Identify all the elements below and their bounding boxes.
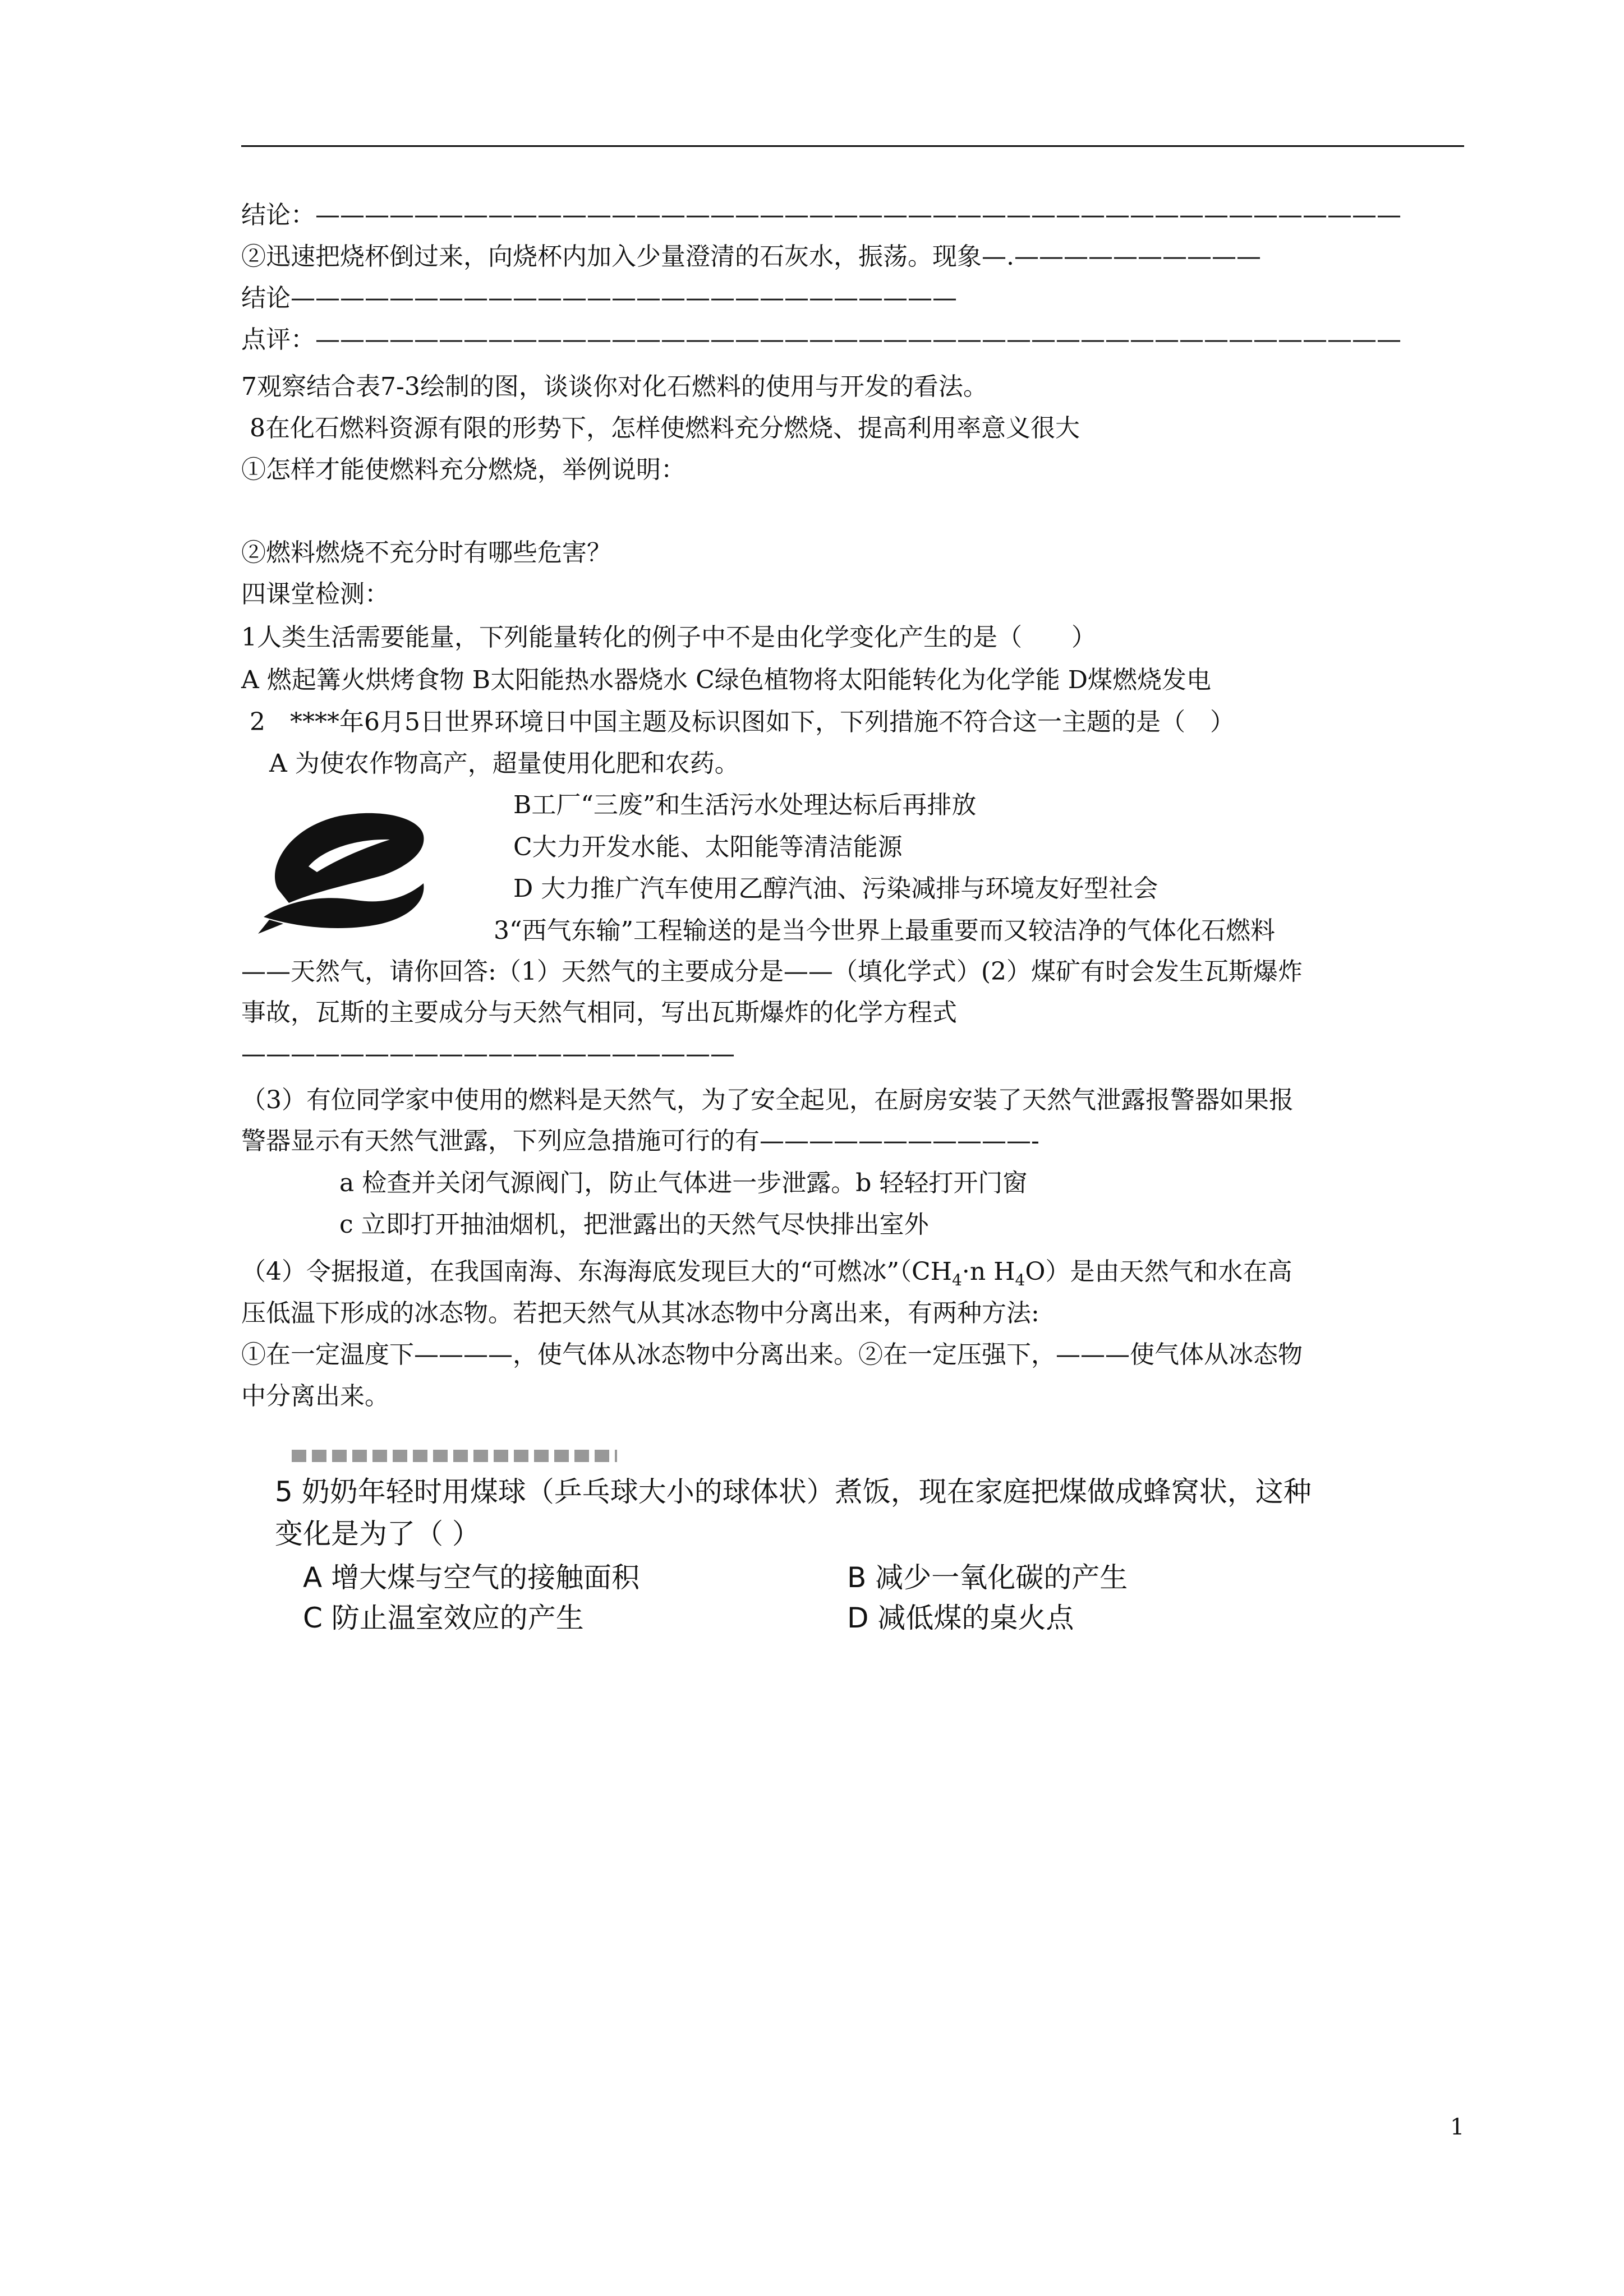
- test-question-3-choice-c: c 立即打开抽油烟机，把泄露出的天然气尽快排出室外: [339, 1210, 929, 1239]
- test-question-3-part-4: [241, 1255, 1292, 1297]
- test-question-1-options: A 燃起篝火烘烤食物 B太阳能热水器烧水 C绿色植物将太阳能转化为化学能 D煤燃烧发电: [241, 666, 1211, 694]
- test-question-5-option-c: C 防止温室效应的产生: [303, 1602, 584, 1634]
- test-question-2-option-c: C大力开发水能、太阳能等清洁能源: [513, 833, 903, 861]
- header-rule: [241, 145, 1464, 147]
- test-question-1: 1人类生活需要能量，下列能量转化的例子中不是由化学变化产生的是（ ）: [241, 623, 1096, 652]
- question-8: 8在化石燃料资源有限的形势下，怎样使燃料充分燃烧、提高利用率意义很大: [250, 414, 1080, 442]
- test-question-3-part-4-line-3: ①在一定温度下————，使气体从冰态物中分离出来。②在一定压强下，———使气体从冰态物: [241, 1340, 1303, 1369]
- test-question-3-part-4-line-2: 压低温下形成的冰态物。若把天然气从其冰态物中分离出来，有两种方法:: [241, 1299, 1039, 1327]
- conclusion-line-1: 结论：————————————————————————————————————————————: [241, 201, 1401, 229]
- part-4-text-c: O）是由天然气和水在高: [1025, 1257, 1292, 1286]
- test-question-2-option-d: D 大力推广汽车使用乙醇汽油、污染减排与环境友好型社会: [513, 874, 1158, 903]
- test-question-3-part-3: （3）有位同学家中使用的燃料是天然气，为了安全起见，在厨房安装了天然气泄露报警器如果报: [241, 1086, 1294, 1114]
- test-question-2-option-a: A 为使农作物高产，超量使用化肥和农药。: [269, 749, 739, 778]
- test-question-3-line-3: 事故，瓦斯的主要成分与天然气相同，写出瓦斯爆炸的化学方程式: [241, 998, 957, 1027]
- test-question-2-option-b: B工厂“三废”和生活污水处理达标后再排放: [513, 791, 977, 819]
- test-question-3-line-2: ——天然气，请你回答:（1）天然气的主要成分是——（填化学式）(2）煤矿有时会发生瓦斯爆炸: [241, 957, 1303, 986]
- conclusion-line-2: 结论———————————————————————————: [241, 284, 957, 312]
- test-question-5-option-b: B 减少一氧化碳的产生: [847, 1561, 1128, 1594]
- question-7: 7观察结合表7-3绘制的图，谈谈你对化石燃料的使用与开发的看法。: [241, 372, 988, 401]
- test-question-3-part-3-line-2: 警器显示有天然气泄露，下列应急措施可行的有———————————-: [241, 1127, 1039, 1155]
- test-question-5-line-2: 变化是为了（ ）: [275, 1518, 480, 1550]
- cropped-text-fragment: [292, 1450, 617, 1462]
- test-question-5-option-d: D 减低煤的桌火点: [847, 1602, 1074, 1634]
- formula-subscript-2: 4: [1015, 1270, 1025, 1289]
- test-question-3-choice-a-b: a 检查并关闭气源阀门，防止气体进一步泄露。b 轻轻打开门窗: [339, 1169, 1028, 1197]
- step-2-line: ②迅速把烧杯倒过来，向烧杯内加入少量澄清的石灰水，振荡。现象—.——————————: [241, 242, 1261, 271]
- comment-line: 点评：————————————————————————————————————————————: [241, 325, 1401, 354]
- page-number: 1: [1450, 2114, 1465, 2140]
- test-question-2: 2 ****年6月5日世界环境日中国主题及标识图如下，下列措施不符合这一主题的是（ ）: [250, 708, 1235, 736]
- part-4-text-b: ·n H: [961, 1257, 1015, 1286]
- answer-blank-line: ————————————————————: [241, 1040, 735, 1068]
- question-8-part-1: ①怎样才能使燃料充分燃烧，举例说明：: [241, 455, 686, 484]
- test-question-5-option-a: A 增大煤与空气的接触面积: [303, 1561, 640, 1594]
- formula-subscript-1: 4: [952, 1270, 962, 1289]
- question-8-part-2: ②燃料燃烧不充分时有哪些危害？: [241, 538, 611, 567]
- test-question-3: 3“西气东输”工程输送的是当今世界上最重要而又较洁净的气体化石燃料: [494, 916, 1275, 945]
- environment-day-logo-icon: [255, 805, 435, 937]
- section-heading-class-test: 四课堂检测：: [241, 580, 389, 608]
- test-question-3-part-4-line-4: 中分离出来。: [241, 1382, 389, 1410]
- part-4-text-a: （4）令据报道，在我国南海、东海海底发现巨大的“可燃冰”（CH: [241, 1257, 953, 1286]
- test-question-5: 5 奶奶年轻时用煤球（乒乓球大小的球体状）煮饭，现在家庭把煤做成蜂窝状，这种: [275, 1476, 1312, 1508]
